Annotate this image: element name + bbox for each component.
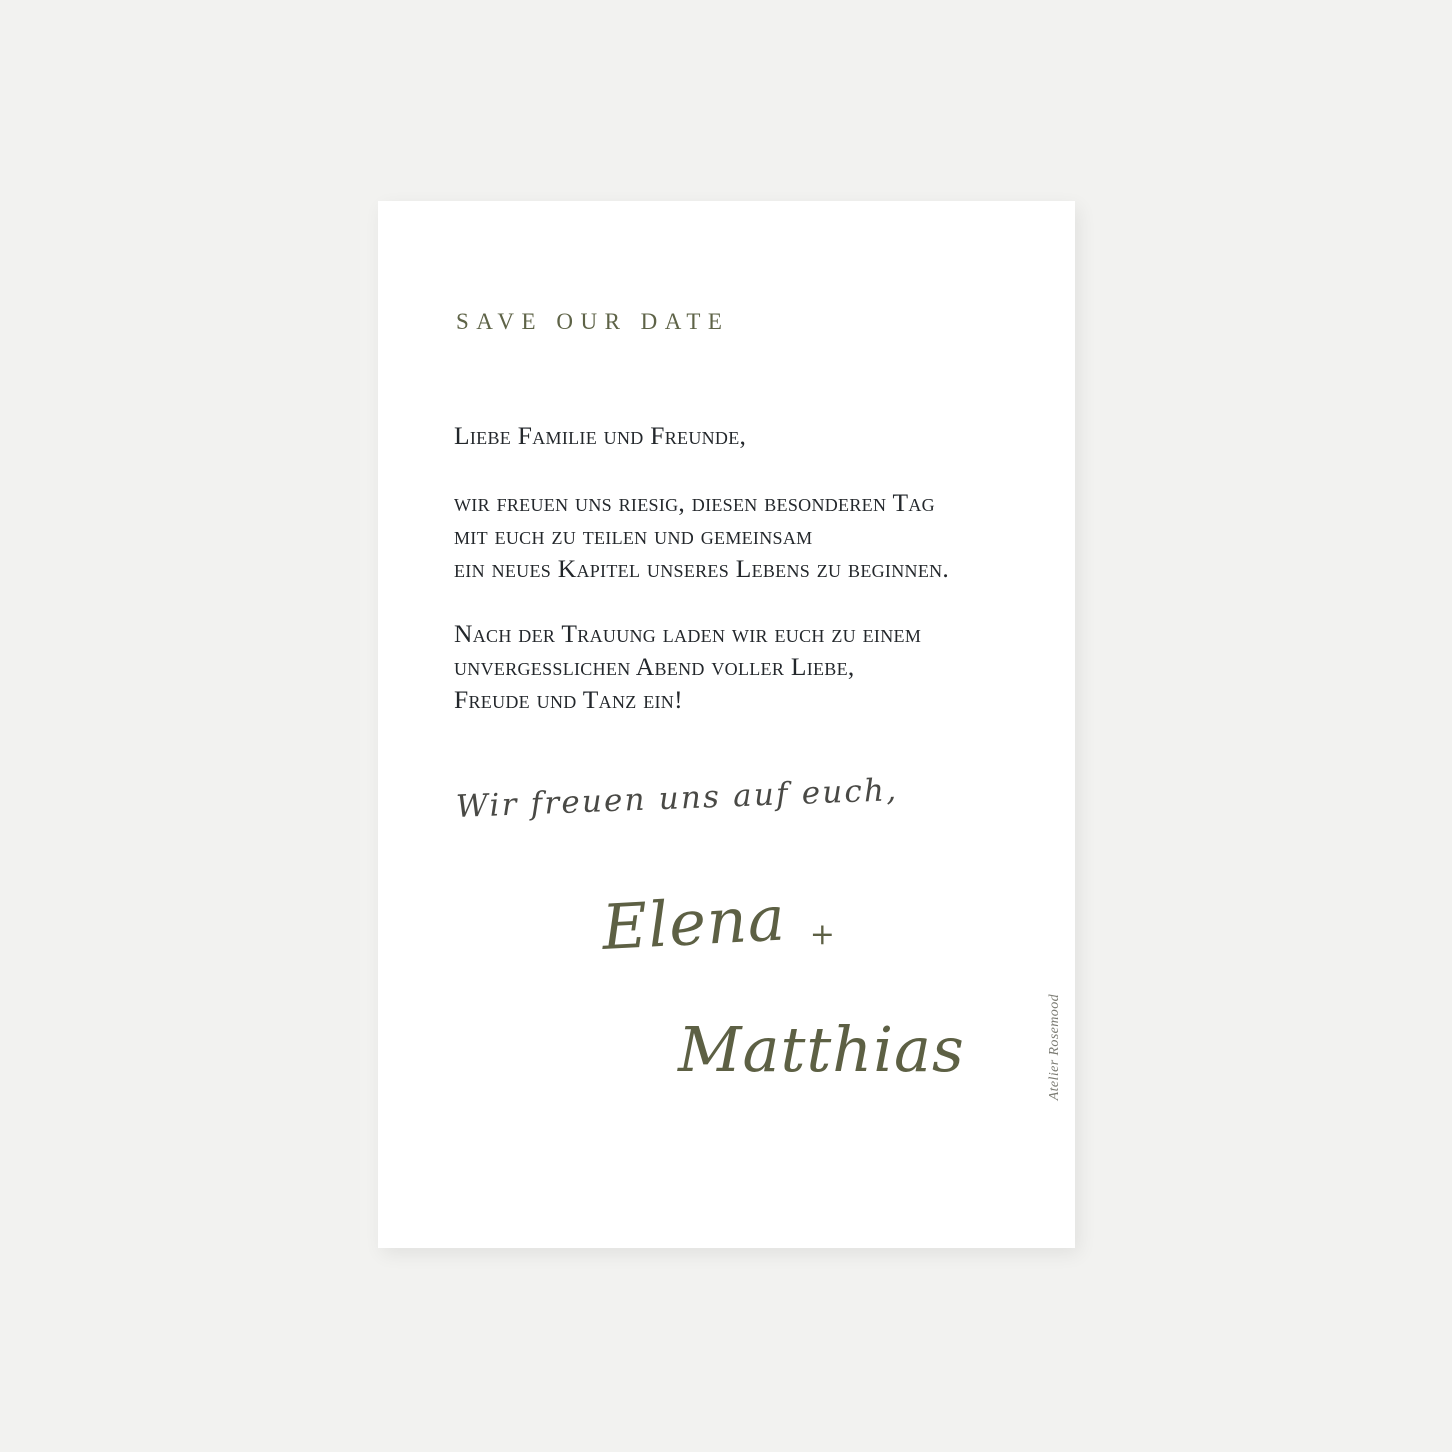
save-the-date-card [378,201,1075,1248]
name-first: Elena [600,881,788,964]
card-paragraph-2 [454,617,921,716]
name-connector: + [809,917,835,952]
card-eyebrow-title: SAVE OUR DATE [456,309,730,334]
card-paragraph-1 [454,486,949,585]
paragraph-1-line-2: mit euch zu teilen und gemeinsam [454,521,813,550]
signature-row-first [600,881,835,964]
greeting-line: Liebe Familie und Freunde, [454,421,747,450]
card-content [378,201,1075,1248]
paragraph-1-line-3: ein neues Kapitel unseres Lebens zu beginnen. [454,554,950,583]
card-greeting [454,419,746,452]
paragraph-1-line-1: wir freuen uns riesig, diesen besonderen Tag [454,488,935,517]
paragraph-2-line-1: Nach der Trauung laden wir euch zu einem [454,619,922,648]
paragraph-2-line-3: Freude und Tanz ein! [454,685,683,714]
brand-credit: Atelier Rosemood [1047,993,1062,1100]
name-second: Matthias [678,1013,965,1086]
signature-row-second [678,1013,965,1086]
closing-script-line: Wir freuen uns auf euch, [455,772,899,825]
paragraph-2-line-2: unvergesslichen Abend voller Liebe, [454,652,855,681]
